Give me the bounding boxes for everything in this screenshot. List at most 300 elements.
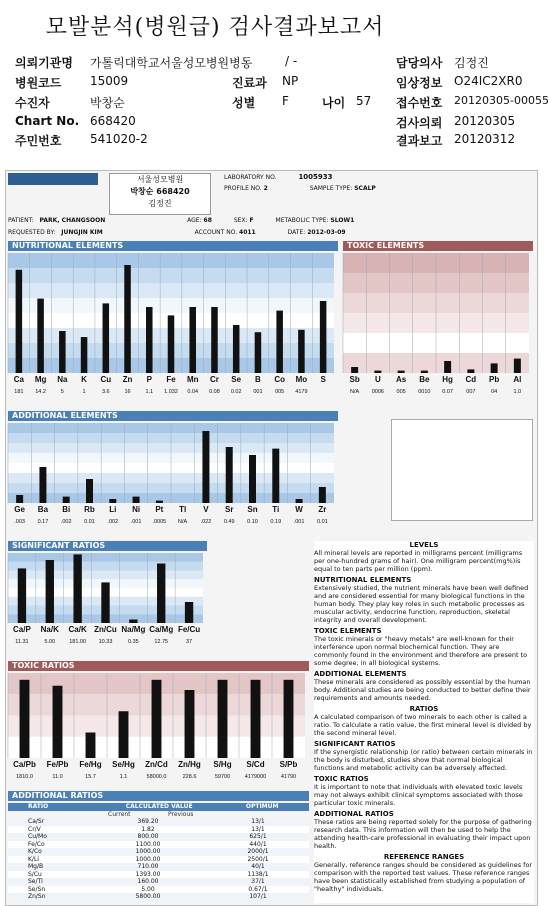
bar-mg [37,299,44,373]
table-cell: 0.67/1 [248,885,268,893]
bar-sr [226,447,233,503]
explanation-panel [314,541,534,903]
add-text: These minerals are considered as possibly essential by the human body. Additional studies are being conducted to better define their requirements and amounts needed. [314,678,531,702]
additional-chart [8,421,338,531]
age-value: 68 [203,217,212,224]
col-current: Current [108,811,131,818]
sig-heading: SIGNIFICANT RATIOS [314,740,396,748]
tick-label: Mn [186,375,199,384]
data-label: 0.49 [223,519,235,525]
tick-label: Ti [272,505,280,514]
toxic-chart [343,251,535,401]
account-label: ACCOUNT NO. [194,229,238,236]
bar-p [146,307,153,373]
table-cell: Mg/B [28,863,44,870]
data-label: .0005 [152,519,167,525]
bar-v [202,431,209,503]
data-label: 0.19 [270,519,282,525]
tick-label: Pt [155,505,164,514]
bar-fe/cu [185,602,193,623]
stamp-line2: 박창순 668420 [130,187,190,196]
tick-label: Ca [13,375,24,384]
table-cell: 800.00 [137,833,159,840]
table-cell: 1000.00 [135,848,161,855]
stamp-line3: 김정진 [148,199,172,208]
bar-li [109,499,116,503]
data-label: 10.33 [98,639,113,645]
data-label: 1 [82,389,86,395]
table-row [8,826,309,834]
tick-label: Sn [247,505,258,514]
tick-label: Fe/Pb [46,760,69,769]
tick-label: Cu [100,375,112,384]
patient-name: PARK, CHANGSOON [39,217,106,224]
addr-heading: ADDITIONAL RATIOS [314,810,394,818]
tick-label: S/Cd [246,760,265,769]
tox-text: The toxic minerals or "heavy metals" are well-known for their interference upon normal biochemical function. They are commonly found in the environment and therefore are present to some degree, in all biological systems. [314,635,528,667]
table-cell: Cr/V [28,825,41,833]
tick-label: Ni [132,505,141,514]
bar-fe/hg [86,733,96,759]
tick-label: Ca/P [13,625,31,634]
field-value: 가톨릭대학교서울성모병원병동 [90,56,253,70]
table-row [8,848,309,856]
field-value: 20120312 [454,132,516,146]
tick-label: Zr [318,505,327,514]
sample-type: SCALP [354,185,376,192]
field-label: 결과보고 [396,134,443,148]
lab-label: LABORATORY NO. [224,174,277,181]
data-label: N/A [178,519,188,525]
toxic-header: TOXIC ELEMENTS [343,241,533,251]
table-cell: 13/1 [251,825,265,833]
field-value: O24IC2XR0 [454,74,523,88]
table-row [8,818,309,826]
bar-ni [133,497,140,503]
bar-cd [467,369,474,373]
data-label: 0.17 [37,519,49,525]
field-value: F [282,94,289,108]
table-cell: 369.20 [137,818,159,825]
bar-ba [39,467,46,503]
data-label: 228.6 [182,774,197,780]
tick-label: B [255,375,261,384]
tick-label: W [295,505,303,514]
bar-zn/hg [185,690,195,758]
data-label: 4179 [295,389,308,395]
nutritional-header: NUTRITIONAL ELEMENTS [8,241,338,251]
page-title: 모발분석(병원급) 검사결과보고서 [45,15,385,40]
data-label: 181.00 [69,639,87,645]
bar-na [59,331,66,373]
tick-label: Pb [489,375,500,384]
field-value: / - [285,54,298,68]
bar-ca/p [18,568,26,623]
profile-number: 2 [263,185,268,192]
data-label: 181 [14,389,24,395]
range-band [8,268,334,283]
bar-zn [124,265,131,373]
table-cell: Cu/Mo [28,833,47,840]
tick-label: Ca/Mg [149,625,174,634]
tick-label: S [320,375,326,384]
table-cell: Ca/Sr [28,818,45,825]
bar-se [233,325,240,373]
field-value: 668420 [90,114,136,128]
tick-label: Zn [122,375,133,384]
tick-label: Zn/Cd [145,760,168,769]
addr-text: These ratios are being reported solely for the purpose of gathering research data. This information will then be used to help the attending health-care professional in evaluating their impact upon health. [314,818,532,850]
bar-se/hg [119,711,129,758]
table-cell: 1100.00 [135,840,161,848]
table-cell: 440/1 [249,840,267,848]
tick-label: Co [274,375,286,384]
field-value: 20120305 [454,114,516,128]
table-row [8,878,309,886]
table-row [8,863,309,871]
account-number: 4011 [239,229,256,236]
data-label: 11.0 [52,774,63,780]
bar-b [255,332,262,373]
data-label: 5 [60,389,64,395]
tick-label: As [396,375,407,384]
tick-label: Li [109,505,117,514]
date-label: DATE: [287,229,306,236]
table-row [8,856,309,864]
tick-label: Ca/K [68,625,87,634]
table-cell: 1393.00 [135,870,161,878]
data-label: 4179000 [244,774,267,780]
significant-ratios-header: SIGNIFICANT RATIOS [8,541,207,551]
table-cell: 710.00 [137,863,159,870]
nut-text: Extensively studied, the nutrient minerals have been well defined and are considered essential for many biological functions in the human body. They play key roles in such metabolic processes as muscular activity, endocrine function, reproduction, skeletal integrity and overall development. [314,584,529,624]
lab-logo [8,173,98,185]
data-label: 0.07 [442,389,453,395]
table-cell: S/Cu [28,870,42,878]
tick-label: Zn/Cu [94,625,117,634]
report-date: 2012-03-09 [307,229,346,236]
field-label: 나이 [322,96,346,110]
table-cell: K/Co [28,848,42,855]
data-label: .022 [200,519,212,525]
bar-co [276,311,283,373]
sex-value: F [249,217,254,224]
ratios-text: A calculated comparison of two minerals to each other is called a ratio. To calculate a ratio value, the first mineral level is divided by the second mineral level. [314,713,532,737]
data-label: .002 [60,519,72,525]
data-label: .001 [293,519,305,525]
field-label: 주민번호 [15,134,62,148]
toxic-ratios-chart [8,671,310,786]
data-label: 0.02 [230,389,242,395]
metabolic-label: METABOLIC TYPE: [275,217,329,224]
table-row [8,841,309,849]
tick-label: Rb [84,505,95,514]
table-row [8,893,309,901]
tick-label: V [203,505,209,514]
tick-label: Tl [179,505,187,514]
field-value: 57 [356,94,372,108]
data-label: 0.10 [247,519,258,525]
field-label: 검사의뢰 [396,116,443,130]
tick-label: Ca/Pb [13,760,36,769]
table-cell: Zn/Sn [28,893,46,900]
bar-zn/cd [152,680,162,758]
tick-label: U [374,375,381,384]
data-label: 58000.0 [146,774,167,780]
field-value: 김정진 [454,56,489,70]
data-label: 5.00 [44,639,56,645]
table-cell: 2500/1 [247,855,269,863]
bar-ti [272,449,279,503]
additional-ratios-header: ADDITIONAL RATIOS [8,791,309,801]
table-cell: 1.82 [141,825,155,833]
patient-label: PATIENT: [8,217,34,224]
hospital-stamp [109,173,211,215]
tick-label: Se/Hg [112,760,135,769]
col-previous: Previous [168,811,194,818]
data-label: 1.1 [119,774,128,780]
sig-text: If the synergistic relationship (or ratio) between certain minerals in the body is disturbed, studies show that normal biological functions and metabolic activity can be adversely affected. [314,748,533,772]
data-label: .003 [14,519,26,525]
tick-label: Sr [224,505,234,514]
tick-label: Na/K [40,625,59,634]
table-row [8,886,309,894]
ref-heading: REFERENCE RANGES [383,853,465,861]
data-label: 04 [491,389,498,395]
nut-heading: NUTRITIONAL ELEMENTS [314,576,412,584]
stamp-line1: 서울성모병원 [136,175,184,184]
field-label: 담당의사 [396,56,443,70]
tick-label: Hg [442,375,453,384]
bar-pb [491,363,498,373]
bar-cu [103,303,110,373]
data-label: 0.04 [187,389,199,395]
bar-as [398,371,405,373]
range-band [8,298,334,313]
field-value: 박창순 [90,96,125,110]
ref-text: Generally, reference ranges should be considered as guidelines for comparison with the reported test values. These reference ranges have been statistically established from studying a population of "healthy" individuals. [314,861,533,893]
bar-s/hg [218,680,228,758]
levels-text: All mineral levels are reported in milligrams percent (milligrams per one-hundred grams of hair). One milligram percent(mg%)is equal to ten parts per million (ppm). [314,549,523,573]
table-cell: 1138/1 [247,870,269,878]
field-label: 병원코드 [15,76,62,90]
table-cell: 37/1 [251,878,265,885]
data-label: 1.0 [513,389,522,395]
tick-label: Mg [34,375,47,384]
table-cell: 5800.00 [135,893,161,900]
data-label: N/A [350,389,360,395]
bar-fe [168,315,175,373]
bar-bi [63,497,70,503]
tick-label: Bi [62,505,71,514]
data-label: 007 [466,389,476,395]
field-value: 20120305-00055 [454,94,549,107]
bar-cr [211,307,218,373]
bar-ca [16,270,23,373]
tick-label: Cd [465,375,477,384]
range-band [8,253,334,268]
tick-label: Zn/Hg [178,760,201,769]
tick-label: Na/Mg [121,625,146,634]
data-label: 59700 [214,774,231,780]
data-label: .001 [130,519,142,525]
bar-mn [189,307,196,373]
table-row [8,833,309,841]
bar-pt [156,501,163,503]
lab-number: 1005933 [298,173,333,181]
profile-label: PROFILE NO. [224,185,262,192]
range-band [8,283,334,298]
range-band [8,562,203,571]
data-label: 3.6 [101,389,110,395]
bar-na/mg [129,620,137,624]
bar-ge [16,495,23,503]
add-heading: ADDITIONAL ELEMENTS [314,670,407,678]
range-band [8,553,203,562]
field-value: 541020-2 [90,132,148,146]
bar-al [514,359,521,373]
sample-label: SAMPLE TYPE: [309,185,353,192]
bar-ca/k [73,554,81,623]
field-label: 접수번호 [396,96,443,110]
tick-label: Na [57,375,68,384]
bar-be [421,371,428,373]
data-label: 11.31 [15,639,29,645]
table-cell: Se/Sn [28,885,46,893]
data-label: 005 [275,389,285,395]
table-cell: 13/1 [251,818,265,825]
range-band [8,571,203,580]
data-label: 1.1 [145,389,154,395]
table-cell: 160.00 [137,878,159,885]
col-optimum: OPTIMUM [245,803,279,810]
tick-label: Ge [14,505,25,514]
tick-label: Se [231,375,242,384]
levels-heading: LEVELS [409,541,439,549]
data-label: 1.032 [164,389,178,395]
data-label: 001 [253,389,263,395]
additional-header: ADDITIONAL ELEMENTS [8,411,338,421]
table-cell: Se/Tl [28,878,43,885]
bar-ca/pb [20,680,30,758]
table-cell: 5.00 [141,885,155,893]
bar-u [374,371,381,373]
bar-sn [249,455,256,503]
data-label: 0006 [371,389,384,395]
table-cell: 2000/1 [247,848,269,855]
significant-ratios-chart [8,551,208,651]
field-label: 임상정보 [396,76,443,90]
table-cell: Fe/Co [28,840,45,848]
nutritional-chart [8,251,338,401]
toxic-ratios-header: TOXIC RATIOS [8,661,309,671]
data-label: 12.75 [154,639,169,645]
data-label: 0.35 [127,639,139,645]
field-value: NP [282,74,299,88]
col-calc: CALCULATED VALUE [125,803,193,810]
bar-sb [351,367,358,373]
additional-ratios-table [8,803,309,903]
bar-mo [298,330,305,373]
requested-by: JUNGJIN KIM [61,229,103,236]
data-label: 0.01 [316,519,328,525]
data-label: 0010 [418,389,431,395]
table-cell: 40/1 [251,863,265,870]
bar-na/k [46,560,54,623]
bar-rb [86,479,93,503]
toxr-heading: TOXIC RATIOS [314,775,369,783]
tox-heading: TOXIC ELEMENTS [314,627,382,635]
bar-hg [444,361,451,373]
table-cell: K/Li [28,855,39,863]
bar-zn/cu [101,582,109,623]
tick-label: P [146,375,152,384]
bar-s/pb [284,680,294,758]
age-label: AGE: [187,217,202,224]
tick-label: Fe/Cu [177,625,201,634]
patient-header [0,50,549,150]
tick-label: S/Pb [279,760,298,769]
hair-analysis-report [5,170,538,906]
data-label: .002 [107,519,119,525]
data-label: 0.01 [84,519,95,525]
bar-s/cd [251,680,261,758]
toxr-text: It is important to note that individuals with elevated toxic levels may not always exhibit clinical symptoms associated with those particular toxic minerals. [314,783,523,807]
col-ratio: RATIO [28,803,49,810]
tick-label: Al [513,375,522,384]
legend-box [391,419,533,521]
data-label: 1810.0 [16,774,33,780]
sex-label: SEX: [233,217,248,224]
data-label: 16 [124,389,131,395]
table-row [8,871,309,879]
bar-zr [319,487,326,503]
tick-label: Be [419,375,430,384]
data-label: 0.08 [209,389,220,395]
data-label: 15.7 [85,774,96,780]
tick-label: Fe/Hg [79,760,102,769]
field-label: 의뢰기관명 [15,56,73,70]
metabolic-type: SLOW1 [330,217,355,224]
bar-k [81,337,88,373]
tick-label: Fe [166,375,176,384]
tick-label: Ba [37,505,49,514]
tick-label: K [81,375,87,384]
tick-label: Cr [210,375,219,384]
field-value: 15009 [90,74,129,88]
ratios-heading: RATIOS [409,705,439,713]
requested-label: REQUESTED BY: [8,229,56,236]
field-label: Chart No. [15,114,80,128]
bar-s [320,301,327,373]
field-label: 성별 [232,96,256,110]
tick-label: Sb [349,375,360,384]
table-cell: 625/1 [249,833,267,840]
bar-ca/mg [157,564,165,624]
bar-w [296,499,303,503]
table-cell: 1000.00 [135,855,161,863]
field-label: 진료과 [232,76,267,90]
table-cell: 107/1 [249,893,267,900]
data-label: 41790 [280,774,297,780]
bar-fe/pb [53,686,63,758]
tick-label: S/Hg [213,760,232,769]
data-label: 37 [186,639,193,645]
data-label: 005 [396,389,406,395]
field-label: 수진자 [15,96,50,110]
tick-label: Mo [295,375,308,384]
data-label: 14.2 [35,389,46,395]
